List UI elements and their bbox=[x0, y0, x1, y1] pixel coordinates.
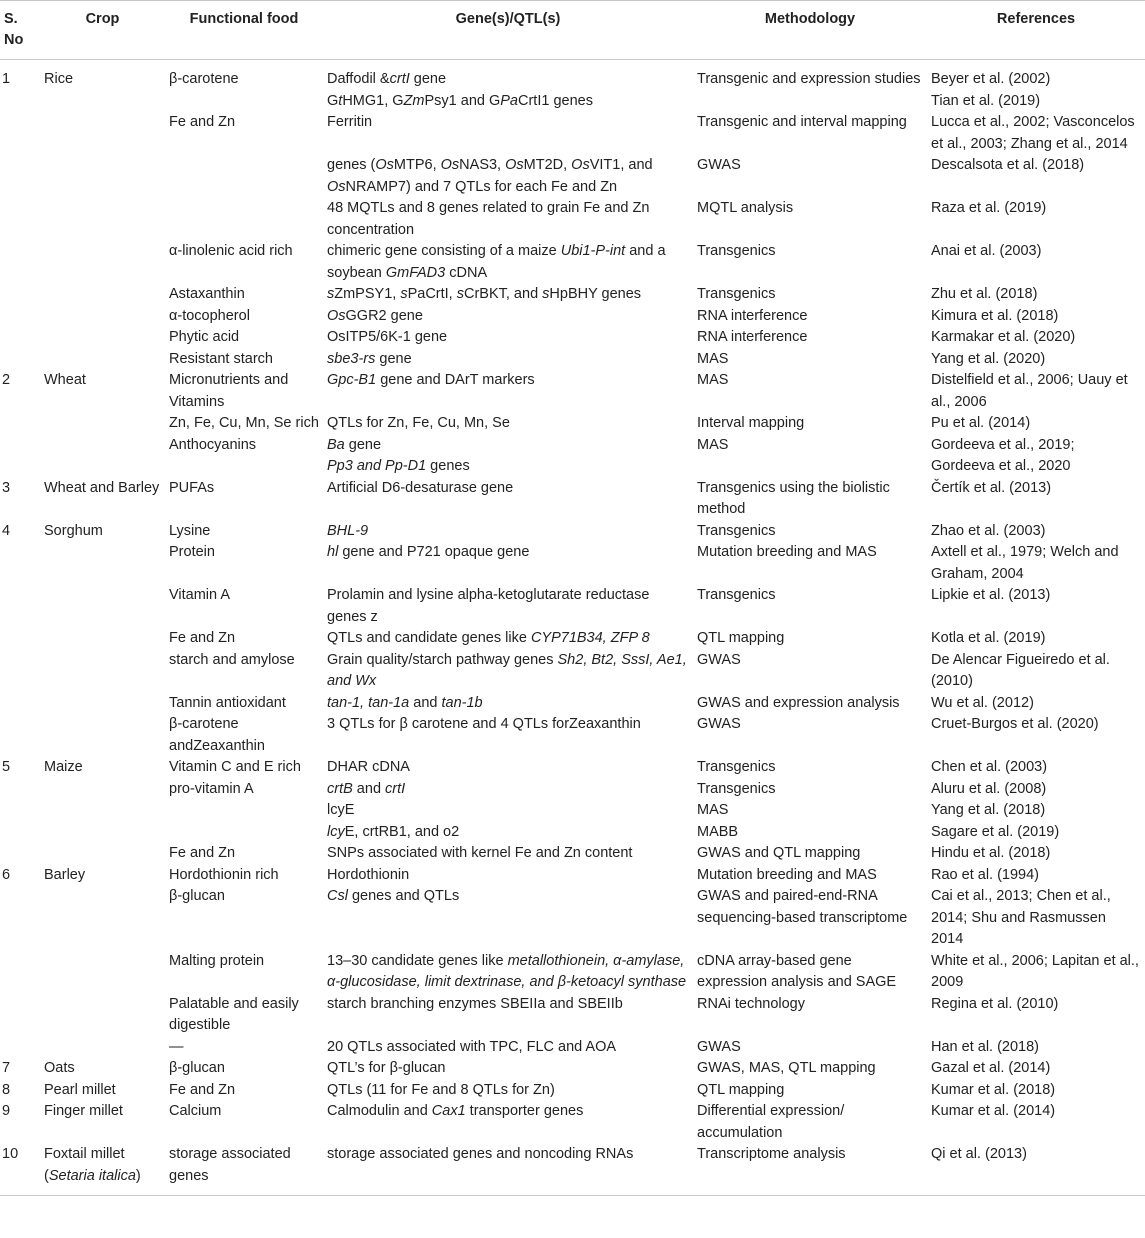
cell-genes-qtls: Artificial D6-desaturase gene bbox=[327, 479, 514, 496]
table-row bbox=[0, 1037, 1145, 1059]
cell-references: Tian et al. (2019) bbox=[931, 92, 1041, 109]
cell-crop bbox=[40, 456, 165, 478]
cell-crop bbox=[40, 349, 165, 371]
cell-genes-qtls: Csl genes and QTLs bbox=[327, 888, 460, 904]
cell-crop bbox=[40, 800, 165, 822]
cell-functional-food bbox=[165, 91, 323, 113]
cell-methodology: Transcriptome analysis bbox=[693, 1144, 927, 1196]
cell-sno bbox=[0, 800, 40, 822]
table-row bbox=[0, 284, 1145, 306]
cell-functional-food: Calcium bbox=[169, 1103, 222, 1119]
cell-genes-qtls: QTLs and candidate genes like CYP71B34, ZFP 8 bbox=[327, 630, 650, 646]
cell-genes-qtls: OsITP5/6K-1 gene bbox=[327, 329, 448, 345]
cell-crop bbox=[40, 91, 165, 113]
header-methodology: Methodology bbox=[693, 1, 927, 60]
cell-references: Kimura et al. (2018) bbox=[931, 307, 1059, 324]
table-row bbox=[0, 478, 1145, 521]
table-row bbox=[0, 994, 1145, 1037]
cell-sno bbox=[0, 994, 40, 1037]
cell-references: Čertík et al. (2013) bbox=[931, 479, 1052, 496]
cell-crop: Oats bbox=[44, 1060, 75, 1076]
cell-methodology: GWAS and QTL mapping bbox=[697, 845, 861, 861]
cell-methodology: cDNA array-based gene expression analysis and SAGE bbox=[697, 952, 897, 990]
table-row bbox=[0, 370, 1145, 413]
cell-functional-food: β-glucan bbox=[169, 888, 225, 904]
table-row bbox=[0, 843, 1145, 865]
cell-methodology: Transgenic and expression studies bbox=[697, 71, 921, 87]
cell-functional-food: Resistant starch bbox=[169, 350, 273, 367]
cell-crop: Pearl millet bbox=[44, 1081, 116, 1098]
table-row bbox=[0, 779, 1145, 801]
cell-sno bbox=[0, 542, 40, 585]
cell-methodology: GWAS and paired-end-RNA sequencing-based transcriptome bbox=[697, 888, 908, 926]
table-row bbox=[0, 306, 1145, 328]
cell-genes-qtls: 13–30 candidate genes like metallothionein, α-amylase, α-glucosidase, limit dextrinase, and β-ketoacyl synthase bbox=[327, 952, 687, 990]
cell-crop: Sorghum bbox=[44, 522, 103, 539]
header-functional-food: Functional food bbox=[165, 1, 323, 60]
cell-references: Kumar et al. (2014) bbox=[931, 1103, 1056, 1119]
cell-methodology: GWAS bbox=[697, 716, 741, 732]
table-row bbox=[0, 456, 1145, 478]
cell-functional-food: Vitamin A bbox=[169, 587, 230, 603]
cell-references: Gazal et al. (2014) bbox=[931, 1060, 1051, 1076]
cell-references: Sagare et al. (2019) bbox=[931, 823, 1060, 840]
table-row bbox=[0, 951, 1145, 994]
cell-references: Cruet-Burgos et al. (2020) bbox=[931, 716, 1099, 732]
cell-genes-qtls: starch branching enzymes SBEIIa and SBEIIb bbox=[327, 995, 623, 1012]
table-header bbox=[0, 1, 1145, 60]
cell-sno bbox=[0, 284, 40, 306]
cell-methodology: Differential expression/ accumulation bbox=[697, 1103, 845, 1141]
cell-functional-food bbox=[165, 800, 323, 822]
table-body bbox=[0, 60, 1145, 1196]
cell-functional-food: Palatable and easily digestible bbox=[169, 995, 299, 1033]
cell-genes-qtls: crtB and crtI bbox=[327, 780, 406, 797]
cell-references: White et al., 2006; Lapitan et al., 2009 bbox=[931, 952, 1139, 990]
cell-sno bbox=[0, 779, 40, 801]
cell-methodology: QTL mapping bbox=[697, 1081, 785, 1098]
cell-functional-food: Anthocyanins bbox=[169, 436, 257, 453]
cell-methodology: GWAS bbox=[697, 651, 741, 668]
table-row bbox=[0, 757, 1145, 779]
cell-genes-qtls: Calmodulin and Cax1 transporter genes bbox=[327, 1103, 584, 1119]
cell-methodology: MQTL analysis bbox=[697, 200, 794, 216]
cell-crop bbox=[40, 435, 165, 457]
table-row bbox=[0, 91, 1145, 113]
cell-genes-qtls: Gpc-B1 gene and DArT markers bbox=[327, 372, 535, 388]
cell-references: Raza et al. (2019) bbox=[931, 200, 1047, 216]
table-row bbox=[0, 822, 1145, 844]
table-row bbox=[0, 198, 1145, 241]
cell-methodology: MAS bbox=[697, 372, 729, 388]
cell-sno bbox=[0, 585, 40, 628]
cell-crop: Wheat and Barley bbox=[44, 479, 160, 496]
cell-genes-qtls: OsGGR2 gene bbox=[327, 307, 423, 324]
cell-references: Qi et al. (2013) bbox=[927, 1144, 1145, 1196]
cell-functional-food: Micronutrients and Vitamins bbox=[169, 372, 289, 410]
cell-genes-qtls: lcyE, crtRB1, and o2 bbox=[327, 823, 460, 840]
cell-functional-food: α-tocopherol bbox=[169, 307, 250, 324]
table-row bbox=[0, 349, 1145, 371]
cell-references: Gordeeva et al., 2020 bbox=[931, 458, 1071, 474]
cell-methodology: GWAS bbox=[697, 1038, 741, 1055]
cell-genes-qtls: storage associated genes and noncoding RNAs bbox=[323, 1144, 693, 1196]
cell-crop bbox=[40, 112, 165, 155]
cell-functional-food bbox=[165, 456, 323, 478]
cell-references: Kotla et al. (2019) bbox=[931, 630, 1046, 646]
cell-methodology: MAS bbox=[697, 436, 729, 453]
cell-crop: Foxtail millet (Setaria italica) bbox=[40, 1144, 165, 1196]
cell-methodology: Transgenics bbox=[697, 286, 776, 302]
cell-references: De Alencar Figueiredo et al. (2010) bbox=[931, 651, 1110, 689]
cell-crop: Barley bbox=[44, 866, 86, 883]
cell-functional-food: Tannin antioxidant bbox=[169, 694, 286, 711]
cell-functional-food: Fe and Zn bbox=[169, 845, 236, 861]
cell-sno bbox=[0, 413, 40, 435]
table-row bbox=[0, 693, 1145, 715]
cell-methodology: GWAS, MAS, QTL mapping bbox=[697, 1060, 876, 1076]
cell-sno: 8 bbox=[2, 1081, 11, 1098]
cell-methodology: Mutation breeding and MAS bbox=[697, 866, 877, 883]
table-row bbox=[0, 628, 1145, 650]
cell-genes-qtls: GtHMG1, GZmPsy1 and GPaCrtI1 genes bbox=[327, 92, 593, 109]
cell-functional-food: PUFAs bbox=[169, 479, 215, 496]
cell-methodology: Transgenics bbox=[697, 780, 776, 797]
table-row bbox=[0, 714, 1145, 757]
cell-references: Karmakar et al. (2020) bbox=[931, 329, 1076, 345]
cell-references: Lucca et al., 2002; Vasconcelos et al., 2003; Zhang et al., 2014 bbox=[931, 114, 1135, 152]
cell-methodology: Transgenics bbox=[697, 759, 776, 775]
table-row bbox=[0, 155, 1145, 198]
cell-genes-qtls: Daffodil &crtI gene bbox=[327, 71, 447, 87]
cell-crop: Rice bbox=[44, 71, 74, 87]
cell-methodology: Transgenics bbox=[697, 243, 776, 259]
cell-functional-food: Vitamin C and E rich bbox=[169, 759, 301, 775]
cell-references: Kumar et al. (2018) bbox=[931, 1081, 1056, 1098]
cell-methodology: RNAi technology bbox=[697, 995, 805, 1012]
cell-methodology: QTL mapping bbox=[697, 630, 785, 646]
cell-functional-food bbox=[165, 155, 323, 198]
cell-references: Aluru et al. (2008) bbox=[931, 780, 1047, 797]
cell-genes-qtls: QTLs (11 for Fe and 8 QTLs for Zn) bbox=[327, 1081, 555, 1098]
cell-crop bbox=[40, 951, 165, 994]
cell-sno: 3 bbox=[2, 479, 11, 496]
cell-references: Yang et al. (2020) bbox=[931, 350, 1046, 367]
cell-genes-qtls: sbe3-rs gene bbox=[327, 350, 412, 367]
cell-crop bbox=[40, 198, 165, 241]
cell-functional-food: Lysine bbox=[169, 522, 211, 539]
cell-crop: Finger millet bbox=[44, 1103, 123, 1119]
cell-methodology: Transgenics bbox=[697, 587, 776, 603]
cell-genes-qtls: lcyE bbox=[327, 802, 355, 818]
cell-methodology: GWAS bbox=[697, 157, 741, 173]
table-row bbox=[0, 865, 1145, 887]
cell-methodology: MAS bbox=[697, 350, 729, 367]
cell-references: Axtell et al., 1979; Welch and Graham, 2004 bbox=[931, 544, 1119, 582]
cell-genes-qtls: hl gene and P721 opaque gene bbox=[327, 544, 530, 560]
cell-methodology: Mutation breeding and MAS bbox=[697, 544, 877, 560]
cell-sno: 6 bbox=[2, 866, 11, 883]
cell-crop: Maize bbox=[44, 759, 83, 775]
header-genes-qtls: Gene(s)/QTL(s) bbox=[323, 1, 693, 60]
cell-crop bbox=[40, 327, 165, 349]
cell-functional-food: Protein bbox=[169, 544, 215, 560]
cell-references: Yang et al. (2018) bbox=[931, 802, 1046, 818]
cell-genes-qtls: BHL-9 bbox=[327, 522, 369, 539]
cell-references: Anai et al. (2003) bbox=[931, 243, 1042, 259]
cell-sno bbox=[0, 435, 40, 457]
cell-functional-food: β-carotene bbox=[169, 71, 239, 87]
cell-crop bbox=[40, 155, 165, 198]
cell-functional-food: β-glucan bbox=[169, 1060, 225, 1076]
cell-sno: 7 bbox=[2, 1060, 11, 1076]
cell-references: Pu et al. (2014) bbox=[931, 415, 1031, 431]
cell-references: Han et al. (2018) bbox=[931, 1038, 1040, 1055]
header-references: References bbox=[927, 1, 1145, 60]
cell-crop bbox=[40, 628, 165, 650]
cell-methodology: MABB bbox=[697, 823, 739, 840]
cell-sno bbox=[0, 241, 40, 284]
cell-sno: 4 bbox=[2, 522, 11, 539]
cell-references: Beyer et al. (2002) bbox=[931, 71, 1051, 87]
cell-crop: Wheat bbox=[44, 372, 86, 388]
cell-crop bbox=[40, 886, 165, 951]
cell-methodology: GWAS and expression analysis bbox=[697, 694, 900, 711]
cell-references: Zhu et al. (2018) bbox=[931, 286, 1038, 302]
cell-crop bbox=[40, 994, 165, 1037]
cell-crop bbox=[40, 822, 165, 844]
cell-genes-qtls: DHAR cDNA bbox=[327, 759, 410, 775]
table-row bbox=[0, 650, 1145, 693]
cell-sno bbox=[0, 1037, 40, 1059]
cell-crop bbox=[40, 1037, 165, 1059]
cell-sno bbox=[0, 349, 40, 371]
cell-genes-qtls: Hordothionin bbox=[327, 866, 410, 883]
cell-functional-food: Phytic acid bbox=[169, 329, 240, 345]
cell-crop bbox=[40, 306, 165, 328]
cell-sno bbox=[0, 951, 40, 994]
cell-sno bbox=[0, 155, 40, 198]
cell-functional-food: Zn, Fe, Cu, Mn, Se rich bbox=[169, 415, 319, 431]
cell-functional-food: Fe and Zn bbox=[169, 114, 236, 130]
cell-sno bbox=[0, 91, 40, 113]
cell-crop bbox=[40, 693, 165, 715]
cell-functional-food: α-linolenic acid rich bbox=[169, 243, 293, 259]
cell-functional-food: Malting protein bbox=[169, 952, 265, 969]
header-crop: Crop bbox=[40, 1, 165, 60]
cell-functional-food bbox=[165, 198, 323, 241]
cell-functional-food bbox=[165, 822, 323, 844]
cell-references: Regina et al. (2010) bbox=[931, 995, 1059, 1012]
cell-methodology: Interval mapping bbox=[697, 415, 805, 431]
cell-methodology: RNA interference bbox=[697, 307, 808, 324]
cell-references: Lipkie et al. (2013) bbox=[931, 587, 1051, 603]
cell-genes-qtls: sZmPSY1, sPaCrtI, sCrBKT, and sHpBHY genes bbox=[327, 286, 642, 302]
cell-methodology: Transgenics bbox=[697, 522, 776, 539]
cell-genes-qtls: tan-1, tan-1a and tan-1b bbox=[327, 694, 483, 711]
cell-sno bbox=[0, 306, 40, 328]
cell-crop bbox=[40, 413, 165, 435]
table-row bbox=[0, 521, 1145, 543]
table-row bbox=[0, 327, 1145, 349]
cell-genes-qtls: Pp3 and Pp-D1 genes bbox=[327, 458, 470, 474]
table-row bbox=[0, 413, 1145, 435]
cell-genes-qtls: chimeric gene consisting of a maize Ubi1-P-int and a soybean GmFAD3 cDNA bbox=[327, 243, 666, 281]
cell-crop bbox=[40, 779, 165, 801]
cell-genes-qtls: Ferritin bbox=[327, 114, 373, 130]
cell-sno: 2 bbox=[2, 372, 11, 388]
cell-references: Gordeeva et al., 2019; bbox=[931, 436, 1075, 453]
table-row bbox=[0, 241, 1145, 284]
cell-references: Rao et al. (1994) bbox=[931, 866, 1040, 883]
cell-references: Descalsota et al. (2018) bbox=[931, 157, 1085, 173]
cell-sno bbox=[0, 198, 40, 241]
cell-references: Distelfield et al., 2006; Uauy et al., 2006 bbox=[931, 372, 1128, 410]
cell-sno: 10 bbox=[0, 1144, 40, 1196]
cell-sno bbox=[0, 714, 40, 757]
cell-genes-qtls: QTL’s for β-glucan bbox=[327, 1060, 446, 1076]
cell-functional-food: storage associated genes bbox=[165, 1144, 323, 1196]
cell-crop bbox=[40, 241, 165, 284]
cell-genes-qtls: Grain quality/starch pathway genes Sh2, Bt2, SssI, Ae1, and Wx bbox=[327, 651, 687, 689]
table-row bbox=[0, 542, 1145, 585]
cell-genes-qtls: Ba gene bbox=[327, 436, 382, 453]
cell-sno bbox=[0, 886, 40, 951]
table-row bbox=[0, 60, 1145, 91]
cell-references: Zhao et al. (2003) bbox=[931, 522, 1046, 539]
cell-genes-qtls: 20 QTLs associated with TPC, FLC and AOA bbox=[327, 1038, 617, 1055]
header-sno: S. No bbox=[0, 1, 40, 60]
cell-crop bbox=[40, 650, 165, 693]
cell-references: Chen et al. (2003) bbox=[931, 759, 1048, 775]
cell-crop bbox=[40, 585, 165, 628]
cell-references: Cai et al., 2013; Chen et al., 2014; Shu and Rasmussen 2014 bbox=[931, 888, 1111, 947]
cell-sno bbox=[0, 327, 40, 349]
cell-genes-qtls: QTLs for Zn, Fe, Cu, Mn, Se bbox=[327, 415, 510, 431]
cell-sno bbox=[0, 112, 40, 155]
cell-genes-qtls: Prolamin and lysine alpha-ketoglutarate reductase genes z bbox=[327, 587, 650, 625]
cell-crop bbox=[40, 542, 165, 585]
table-row bbox=[0, 1101, 1145, 1144]
cell-sno: 9 bbox=[2, 1103, 11, 1119]
cell-sno bbox=[0, 628, 40, 650]
cell-functional-food: Fe and Zn bbox=[169, 630, 236, 646]
table-row bbox=[0, 1080, 1145, 1102]
cell-genes-qtls: 3 QTLs for β carotene and 4 QTLs forZeaxanthin bbox=[327, 716, 641, 732]
cell-crop bbox=[40, 843, 165, 865]
cell-functional-food: pro-vitamin A bbox=[169, 780, 254, 797]
cell-sno: 1 bbox=[2, 71, 11, 87]
cell-functional-food: starch and amylose bbox=[169, 651, 295, 668]
cell-sno bbox=[0, 650, 40, 693]
cell-references: Hindu et al. (2018) bbox=[931, 845, 1051, 861]
cell-sno bbox=[0, 843, 40, 865]
table-row bbox=[0, 435, 1145, 457]
cell-methodology bbox=[693, 456, 927, 478]
cell-methodology: Transgenic and interval mapping bbox=[697, 114, 907, 130]
cell-references: Wu et al. (2012) bbox=[931, 694, 1034, 711]
cell-sno: 5 bbox=[2, 759, 11, 775]
cell-sno bbox=[0, 456, 40, 478]
cell-sno bbox=[0, 693, 40, 715]
table-row bbox=[0, 1144, 1145, 1196]
cell-functional-food: Astaxanthin bbox=[169, 286, 245, 302]
cell-methodology: Transgenics using the biolistic method bbox=[697, 479, 890, 517]
table-row bbox=[0, 1058, 1145, 1080]
cell-functional-food: — bbox=[169, 1038, 184, 1055]
table-row bbox=[0, 585, 1145, 628]
cell-functional-food: β-carotene andZeaxanthin bbox=[169, 716, 265, 754]
cell-functional-food: Hordothionin rich bbox=[169, 866, 279, 883]
cell-crop bbox=[40, 284, 165, 306]
table-row bbox=[0, 112, 1145, 155]
cell-functional-food: Fe and Zn bbox=[169, 1081, 236, 1098]
table-row bbox=[0, 886, 1145, 951]
cell-crop bbox=[40, 714, 165, 757]
cell-genes-qtls: SNPs associated with kernel Fe and Zn content bbox=[327, 845, 633, 861]
cell-sno bbox=[0, 822, 40, 844]
cell-genes-qtls: genes (OsMTP6, OsNAS3, OsMT2D, OsVIT1, and OsNRAMP7) and 7 QTLs for each Fe and Zn bbox=[327, 157, 653, 195]
cell-methodology: RNA interference bbox=[697, 329, 808, 345]
header-row bbox=[0, 1, 1145, 60]
cell-methodology bbox=[693, 91, 927, 113]
cell-methodology: MAS bbox=[697, 802, 729, 818]
cell-genes-qtls: 48 MQTLs and 8 genes related to grain Fe and Zn concentration bbox=[327, 200, 650, 238]
table-row bbox=[0, 800, 1145, 822]
